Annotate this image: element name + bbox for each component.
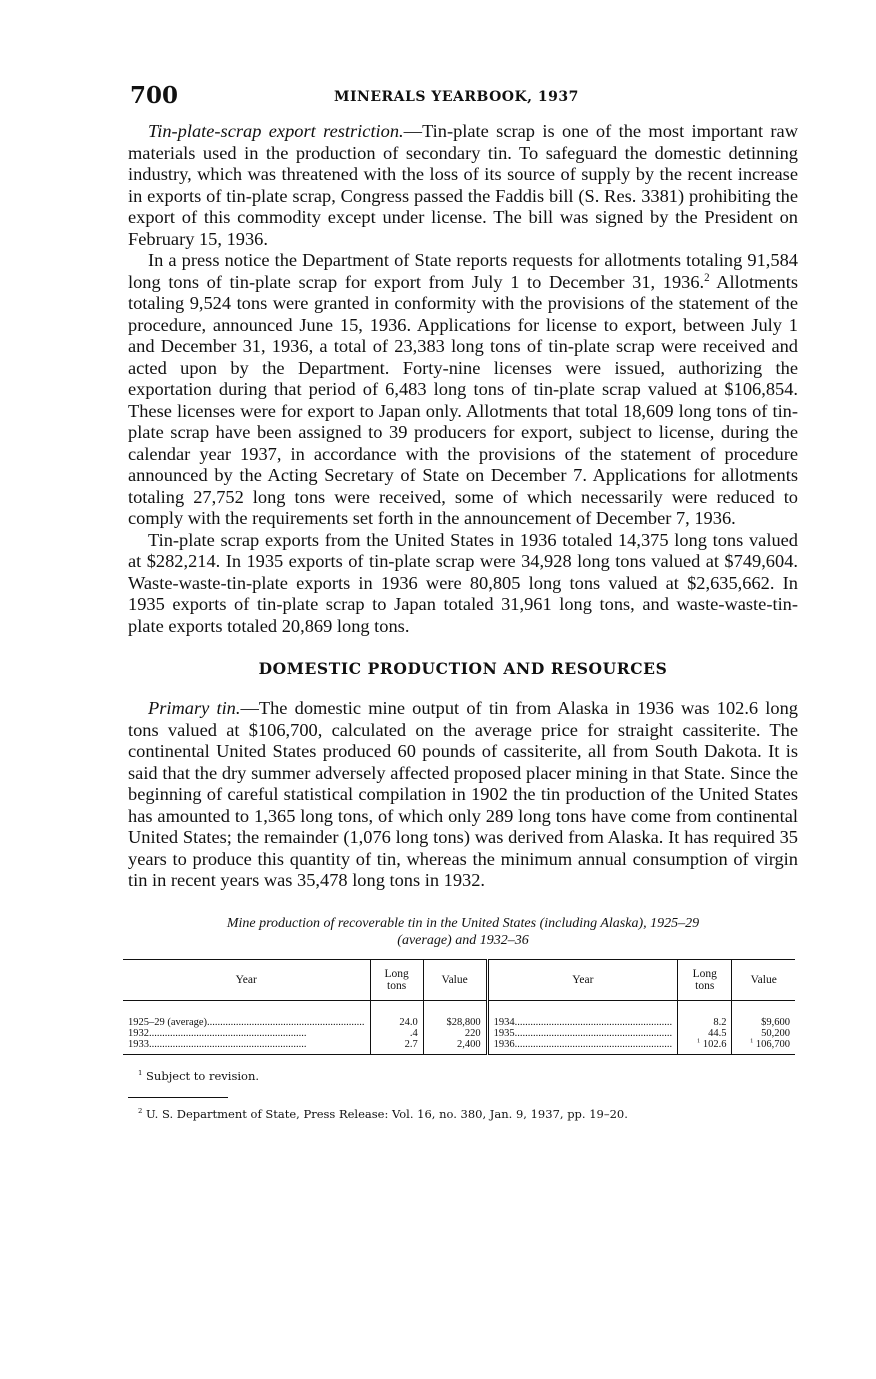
table-cell-value-text: 106,700	[755, 1038, 790, 1050]
table-row	[123, 1028, 795, 1039]
page-footnote-text: U. S. Department of State, Press Release: Vol. 16, no. 380, Jan. 9, 1937, pp. 19–20.	[146, 1106, 628, 1121]
table-cell-value: 220	[423, 1028, 487, 1039]
paragraph-lead-primary-tin: Primary tin.	[148, 698, 241, 718]
paragraph-export-restriction	[128, 121, 798, 250]
footnote-ref-1: 1	[697, 1037, 701, 1044]
table-header-row	[123, 959, 795, 1000]
paragraph-press-notice-a: In a press notice the Department of State reports requests for allotments totaling 91,584 long tons of tin-plate scrap for export from July 1 to December 31, 1936.	[128, 250, 798, 292]
table-cell-year: 1925–29 (average)............................................................	[123, 1000, 370, 1028]
table-header-tons-right: Long tons	[678, 959, 732, 1000]
table-cell-value: $28,800	[423, 1000, 487, 1028]
table-footnote-text: Subject to revision.	[146, 1068, 260, 1083]
table-cell-tons: 24.0	[370, 1000, 423, 1028]
page-number: 700	[130, 82, 179, 109]
paragraph-lead-export-restriction: Tin-plate-scrap export restriction.	[148, 121, 404, 141]
table-caption-line-2: (average) and 1932–36	[397, 932, 529, 948]
table-header-year-right: Year	[487, 959, 678, 1000]
paragraph-press-notice	[128, 250, 798, 530]
table-cell-value: $9,600	[761, 1016, 790, 1028]
table-footnote	[138, 1069, 798, 1083]
paragraph-press-notice-b: Allotments totaling 9,524 tons were granted in conformity with the provisions of the statement of the procedure, announced June 15, 1936. Applications for license to export, between July 1 and December 31, 1936, a total of 23,383 long tons of tin-plate scrap were received and acted upon by the Department. Forty-nine licenses were issued, authorizing the exportation during that period of 6,483 long tons of tin-plate scrap valued at $106,854. These licenses were for export to Japan only. Allotments that total 18,609 long tons of tin-plate scrap have been assigned to 39 producers for export, subject to license, during the calendar year 1937, in accordance with the provisions of the statement of procedure announced by the Acting Secretary of State on December 7. Applications for allotments totaling 27,752 long tons were received, some of which necessarily were reduced to comply with the requirements set forth in the announcement of December 7, 1936.	[128, 271, 798, 528]
paragraph-body-export-restriction: —Tin-plate scrap is one of the most important raw materials used in the production of secondary tin. To safeguard the domestic detinning industry, which was threatened with the loss of its source of supply by the recent increase in exports of tin-plate scrap, Congress passed the Faddis bill (S. Res. 3381) prohibiting the export of this commodity except under license. The bill was signed by the President on February 15, 1936.	[128, 121, 798, 249]
table-cell-year: 1933............................................................	[123, 1039, 370, 1055]
footnote-marker-1: 1	[138, 1068, 143, 1077]
paragraph-primary-tin	[128, 698, 798, 892]
tin-production-table	[123, 959, 795, 1055]
table-cell-tons-value: 102.6	[702, 1038, 727, 1050]
table-cell-year: 1932............................................................	[123, 1028, 370, 1039]
table-cell-tons	[678, 1039, 732, 1055]
footnote-ref-1: 1	[750, 1037, 754, 1044]
page-footnote	[138, 1107, 798, 1121]
table-header-tons-left: Long tons	[370, 959, 423, 1000]
table-cell-year: 1934............................................................	[487, 1000, 678, 1028]
table-cell-value: 2,400	[423, 1039, 487, 1055]
table-caption-line-1: Mine production of recoverable tin in the United States (including Alaska), 1925–29	[226, 915, 700, 931]
table-header-year-left: Year	[123, 959, 370, 1000]
paragraph-exports: Tin-plate scrap exports from the United States in 1936 totaled 14,375 long tons valued at $282,214. In 1935 exports of tin-plate scrap were 34,928 long tons valued at $749,604. Waste-waste-tin-plate exports in 1936 were 80,805 long tons valued at $2,635,662. In 1935 exports of tin-plate scrap to Japan totaled 31,961 long tons, and waste-waste-tin-plate exports totaled 20,869 long tons.	[128, 529, 798, 636]
footnote-rule	[128, 1097, 228, 1098]
table-header-value-right: Value	[732, 959, 795, 1000]
table-cell-year: 1935............................................................	[487, 1028, 678, 1039]
running-head	[128, 82, 798, 112]
table-row	[123, 1000, 795, 1028]
table-cell-value	[732, 1039, 795, 1055]
footnote-ref-2: 2	[704, 271, 710, 284]
paragraph-body-primary-tin: —The domestic mine output of tin from Alaska in 1936 was 102.6 long tons valued at $106,700, calculated on the average price for straight cassiterite. The continental United States produced 60 pounds of cassiterite, all from South Dakota. It is said that the dry summer adversely affected proposed placer mining in that State. Since the beginning of careful statistical compilation in 1902 the tin production of the United States has amounted to 1,365 long tons, of which only 289 long tons have come from continental United States; the remainder (1,076 long tons) was derived from Alaska. It has required 35 years to produce this quantity of tin, whereas the minimum annual consumption of virgin tin in recent years was 35,478 long tons in 1932.	[128, 698, 798, 890]
page	[128, 82, 798, 1121]
table-header-value-left: Value	[423, 959, 487, 1000]
section-heading: DOMESTIC PRODUCTION AND RESOURCES	[258, 659, 668, 678]
table-row	[123, 1039, 795, 1055]
running-title: MINERALS YEARBOOK, 1937	[334, 89, 579, 105]
table-caption	[128, 915, 798, 949]
table-cell-tons: 8.2	[678, 1000, 732, 1028]
table-cell-value: 50,200	[761, 1027, 790, 1039]
table-cell-tons: 44.5	[678, 1028, 732, 1039]
table-cell-tons: .4	[370, 1028, 423, 1039]
table-cell-tons: 2.7	[370, 1039, 423, 1055]
footnote-marker-2: 2	[138, 1106, 143, 1115]
table-cell-year: 1936............................................................	[487, 1039, 678, 1055]
